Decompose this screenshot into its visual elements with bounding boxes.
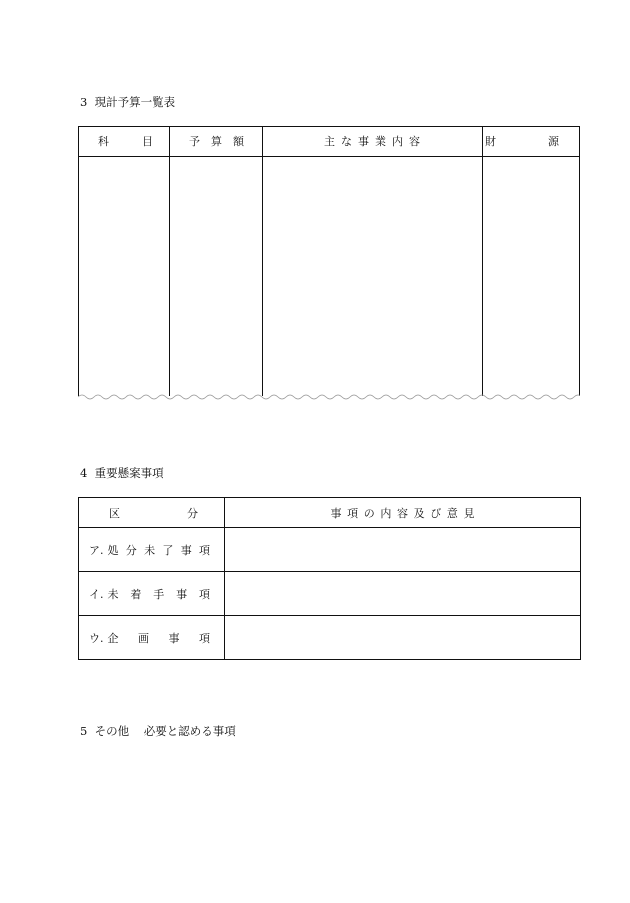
header-char: 内 (392, 135, 403, 148)
label-char: 事 (180, 543, 192, 557)
section-3-heading: 3 現計予算一覧表 (80, 95, 176, 109)
header-char: 業 (375, 135, 386, 148)
table-continuation-break (78, 390, 580, 400)
table-body-cell[interactable] (483, 157, 579, 395)
header-char: 項 (347, 506, 359, 520)
budget-summary-table (78, 126, 580, 396)
header-char: 意 (446, 506, 458, 520)
label-char: 処 (107, 543, 119, 557)
header-char: 区 (109, 506, 120, 520)
header-char: の (363, 506, 375, 520)
header-category (79, 498, 225, 528)
header-char: 事 (358, 135, 369, 148)
section-4-heading: 4 重要懸案事項 (80, 466, 164, 480)
label-char: 項 (199, 587, 210, 601)
row-label-not-started (79, 572, 225, 616)
label-char: 分 (125, 543, 137, 557)
section-5-heading: 5 その他 必要と認める事項 (80, 724, 236, 738)
header-char: 源 (548, 135, 559, 148)
table-header-row (79, 498, 581, 528)
header-char: 及 (413, 506, 425, 520)
label-char: 事 (168, 631, 180, 645)
row-prefix: イ. (89, 587, 104, 601)
label-char: 手 (153, 587, 165, 601)
label-char: 未 (107, 587, 119, 601)
header-char: な (341, 135, 352, 148)
table-row (79, 528, 581, 572)
header-char: 目 (142, 135, 153, 148)
table-row (79, 616, 581, 660)
label-char: 企 (107, 631, 119, 645)
label-char: 着 (130, 587, 142, 601)
label-char: 了 (162, 543, 174, 557)
header-char: 容 (397, 506, 408, 520)
table-body-cell[interactable] (170, 157, 262, 395)
label-char: 事 (176, 587, 188, 601)
header-funding-source (485, 126, 559, 156)
header-char: び (430, 506, 442, 520)
header-char: 容 (409, 135, 420, 148)
row-content-cell[interactable] (225, 572, 581, 616)
row-content-cell[interactable] (225, 616, 581, 660)
header-content-opinion (225, 498, 581, 528)
header-char: 財 (485, 135, 496, 148)
header-main-business (324, 126, 420, 156)
header-char: 科 (98, 135, 109, 148)
label-char: 未 (144, 543, 156, 557)
header-char: 内 (380, 506, 392, 520)
header-char: 算 (211, 135, 222, 148)
header-char: 主 (324, 135, 335, 148)
row-prefix: ア. (89, 543, 104, 557)
table-row (79, 572, 581, 616)
header-char: 事 (330, 506, 342, 520)
table-body-cell[interactable] (263, 157, 482, 395)
pending-issues-table (78, 497, 581, 660)
label-char: 画 (138, 631, 149, 645)
label-char: 項 (198, 543, 210, 557)
row-prefix: ウ. (89, 631, 104, 645)
column-border (579, 126, 580, 396)
header-char: 予 (189, 135, 200, 148)
header-char: 見 (463, 506, 475, 520)
row-content-cell[interactable] (225, 528, 581, 572)
row-label-unresolved (79, 528, 225, 572)
row-label-planning (79, 616, 225, 660)
table-body-cell[interactable] (79, 157, 169, 395)
header-char: 額 (233, 135, 244, 148)
header-char: 分 (187, 506, 198, 520)
header-subject (98, 126, 153, 156)
label-char: 項 (199, 631, 210, 645)
header-budget-amount (189, 126, 244, 156)
